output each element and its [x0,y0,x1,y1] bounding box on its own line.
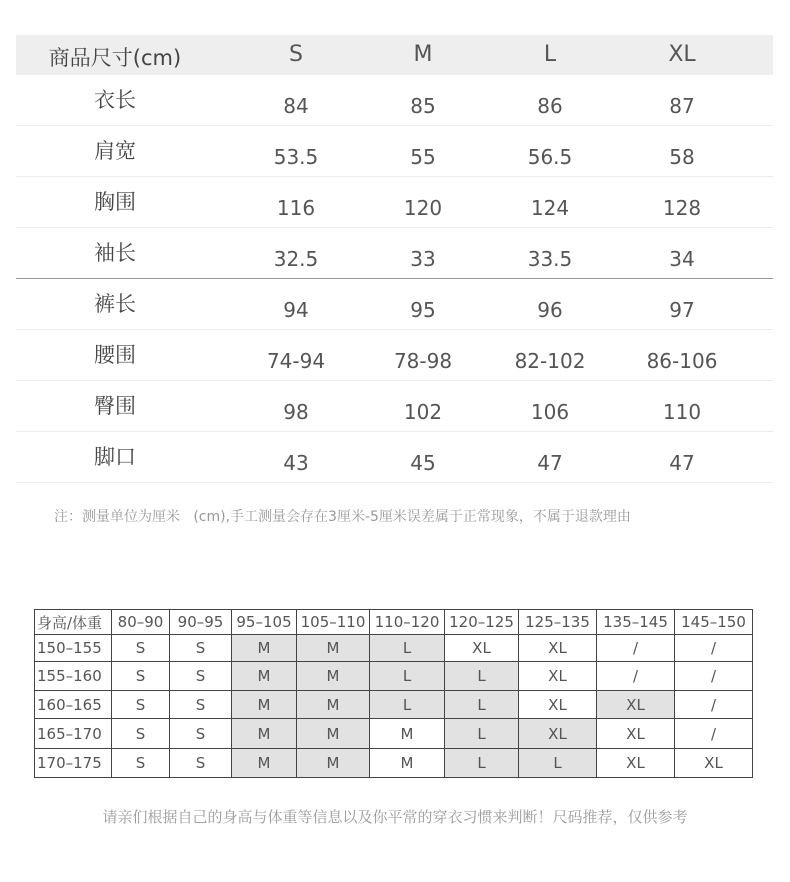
size-cell: S [112,691,170,719]
row-label: 脚口 [94,445,136,469]
size-cell: M [232,662,297,691]
size-value: 47 [669,451,695,475]
size-cell: XL [597,719,675,749]
size-row-chest [16,177,773,228]
size-cell: / [675,635,753,662]
size-cell: L [370,691,445,719]
size-cell: / [675,691,753,719]
height-range-cell: 160–165 [35,691,112,719]
size-cell: XL [519,691,597,719]
header-cell-weight: 90–95 [170,610,232,635]
size-cell: S [112,662,170,691]
size-value: 96 [537,298,563,322]
header-cell-height-weight: 身高/体重 [35,610,112,635]
height-range-cell: 170–175 [35,749,112,778]
size-header-m: M [413,42,433,67]
size-cell: M [297,662,370,691]
size-row-length [16,75,773,126]
size-value: 86 [537,94,563,118]
size-header-s: S [289,42,303,67]
size-value: 34 [669,247,695,271]
size-value: 124 [530,196,570,220]
size-chart-header-label: 商品尺寸(cm) [48,46,182,70]
size-cell: S [112,719,170,749]
size-header-xl: XL [668,42,696,67]
size-row-hip [16,381,773,432]
size-value: 56.5 [527,145,573,169]
size-value: 53.5 [273,145,319,169]
recommendation-row [35,719,753,749]
size-cell: XL [597,749,675,778]
size-cell: M [370,749,445,778]
size-value: 74-94 [266,349,326,373]
row-label: 衣长 [94,88,136,112]
height-range-cell: 165–170 [35,719,112,749]
size-cell: S [112,749,170,778]
size-cell: M [297,719,370,749]
size-row-sleeve [16,228,773,279]
size-row-shoulder [16,126,773,177]
recommendation-row [35,635,753,662]
size-header-l: L [543,42,557,67]
header-cell-weight: 95–105 [232,610,297,635]
size-value: 120 [403,196,443,220]
size-value: 94 [283,298,309,322]
size-value: 82-102 [514,349,586,373]
size-value: 95 [410,298,436,322]
size-value: 47 [537,451,563,475]
size-value: 45 [410,451,436,475]
size-row-pants-length [16,279,773,330]
recommendation-row [35,691,753,719]
row-label: 裤长 [94,292,136,316]
size-cell: L [370,662,445,691]
size-value: 98 [283,400,309,424]
size-cell: M [370,719,445,749]
size-cell: / [597,635,675,662]
size-value: 128 [662,196,702,220]
size-value: 116 [276,196,316,220]
size-value: 33.5 [527,247,573,271]
size-cell: L [445,719,519,749]
size-value: 78-98 [393,349,453,373]
row-label: 腰围 [94,343,136,367]
size-cell: S [170,719,232,749]
row-label: 胸围 [94,190,136,214]
size-cell: XL [519,719,597,749]
size-chart-table [16,35,773,483]
size-chart-header-row [16,35,773,75]
size-cell: M [297,691,370,719]
size-advice-footer: 请亲们根据自己的身高与体重等信息以及你平常的穿衣习惯来判断！尺码推荐，仅供参考 [102,808,688,826]
size-cell: L [445,749,519,778]
size-cell: M [297,635,370,662]
size-cell: XL [445,635,519,662]
size-cell: M [232,749,297,778]
size-value: 97 [669,298,695,322]
size-cell: L [445,691,519,719]
size-cell: / [597,662,675,691]
size-value: 43 [283,451,309,475]
size-cell: M [232,691,297,719]
header-cell-weight: 125–135 [519,610,597,635]
row-label: 袖长 [94,241,136,265]
size-value: 86-106 [646,349,718,373]
header-cell-weight: 120–125 [445,610,519,635]
recommendation-row [35,662,753,691]
size-cell: S [112,635,170,662]
row-label: 肩宽 [94,139,136,163]
size-cell: M [232,719,297,749]
size-cell: S [170,635,232,662]
size-cell: S [170,662,232,691]
size-cell: L [370,635,445,662]
size-value: 33 [410,247,436,271]
header-cell-weight: 80–90 [112,610,170,635]
size-value: 85 [410,94,436,118]
size-row-waist [16,330,773,381]
size-cell: L [519,749,597,778]
size-cell: M [297,749,370,778]
header-cell-weight: 105–110 [297,610,370,635]
measurement-note: 注：测量单位为厘米 (cm),手工测量会存在3厘米-5厘米误差属于正常现象，不属于退款理由 [54,509,631,525]
size-recommendation-table [34,609,753,778]
header-cell-weight: 135–145 [597,610,675,635]
size-cell: / [675,719,753,749]
size-value: 102 [403,400,443,424]
size-cell: / [675,662,753,691]
size-cell: XL [675,749,753,778]
height-range-cell: 155–160 [35,662,112,691]
size-cell: S [170,691,232,719]
height-range-cell: 150–155 [35,635,112,662]
size-value: 58 [669,145,695,169]
size-cell: S [170,749,232,778]
size-value: 84 [283,94,309,118]
row-label: 臀围 [94,394,136,418]
size-value: 55 [410,145,436,169]
size-cell: M [232,635,297,662]
size-cell: XL [519,635,597,662]
size-cell: L [445,662,519,691]
size-value: 32.5 [273,247,319,271]
header-cell-weight: 110–120 [370,610,445,635]
recommendation-row [35,749,753,778]
size-value: 110 [662,400,702,424]
size-row-leg-opening [16,432,773,483]
header-cell-weight: 145–150 [675,610,753,635]
size-cell: XL [597,691,675,719]
size-value: 106 [530,400,570,424]
recommendation-header-row [35,610,753,635]
size-cell: XL [519,662,597,691]
size-value: 87 [669,94,695,118]
